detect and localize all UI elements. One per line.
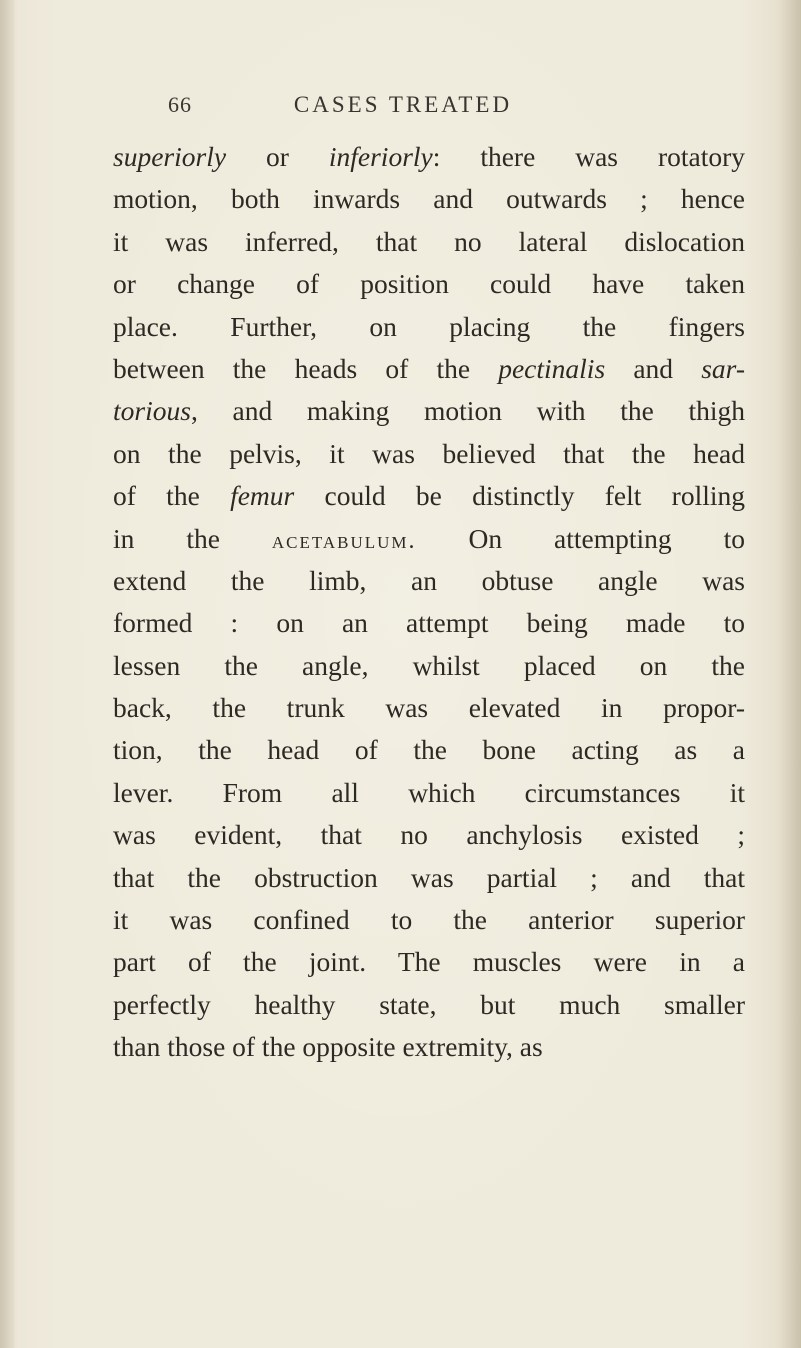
text-segment: tion, the head of the bone acting as a	[113, 734, 745, 766]
text-segment: or	[226, 141, 329, 172]
text-line	[113, 390, 745, 432]
text-segment: on the pelvis, it was believed that the head	[113, 437, 745, 469]
text-line	[113, 348, 745, 390]
text-line	[113, 645, 745, 687]
text-line	[113, 814, 745, 856]
text-segment: pectinalis	[498, 352, 606, 384]
text-segment: back, the trunk was elevated in propor-	[113, 692, 745, 724]
text-segment: inferiorly	[328, 141, 433, 172]
text-segment: between the heads of the	[113, 352, 499, 384]
text-line	[113, 772, 745, 814]
text-line	[113, 1026, 745, 1068]
text-segment: and	[605, 352, 702, 384]
text-segment: lever. From all which circumstances it	[113, 776, 745, 808]
text-line	[113, 729, 745, 771]
text-segment: in the	[113, 522, 272, 554]
text-segment: extend the limb, an obtuse angle was	[113, 564, 745, 596]
text-line	[113, 560, 745, 602]
body-text	[113, 136, 745, 1069]
text-segment: lessen the angle, whilst placed on the	[113, 649, 745, 681]
text-segment: motion, both inwards and outwards ; hence	[113, 183, 745, 215]
text-segment: femur	[230, 480, 295, 512]
text-line	[113, 433, 745, 475]
text-line	[113, 178, 745, 220]
text-segment: formed : on an attempt being made to	[113, 607, 745, 639]
text-segment: perfectly healthy state, but much smaller	[113, 988, 745, 1020]
page-right-edge-shadow	[779, 0, 801, 1348]
text-segment: sar-	[701, 352, 745, 384]
text-segment: it was confined to the anterior superior	[113, 904, 745, 936]
text-line	[113, 518, 745, 560]
text-segment: , and making motion with the thigh	[190, 395, 745, 427]
text-line	[113, 136, 745, 178]
text-segment: superiorly	[113, 141, 227, 172]
text-line	[113, 475, 745, 517]
text-segment: place. Further, on placing the fingers	[113, 310, 745, 342]
text-line	[113, 221, 745, 263]
text-segment: On attempting to	[416, 522, 745, 554]
text-segment: could be distinctly felt rolling	[294, 480, 745, 512]
text-line	[113, 857, 745, 899]
text-segment: part of the joint. The muscles were in a	[113, 946, 745, 978]
text-line	[113, 263, 745, 305]
text-segment: of the	[113, 480, 231, 512]
text-line	[113, 899, 745, 941]
page-number: 66	[168, 92, 192, 117]
text-line	[113, 602, 745, 644]
page-left-edge-shadow	[0, 0, 14, 1348]
text-line	[113, 984, 745, 1026]
text-segment: was evident, that no anchylosis existed ;	[113, 819, 745, 851]
text-line	[113, 306, 745, 348]
text-segment: : there was rotatory	[432, 141, 745, 172]
text-segment: than those of the opposite extremity, as	[113, 1031, 543, 1063]
text-line	[113, 941, 745, 983]
page-header	[168, 92, 638, 126]
text-segment: it was inferred, that no lateral dislocation	[113, 225, 745, 257]
text-segment: acetabulum.	[271, 527, 417, 554]
text-segment: that the obstruction was partial ; and that	[113, 861, 745, 893]
text-segment: or change of position could have taken	[113, 268, 745, 300]
text-segment: torious	[113, 395, 191, 427]
running-head: CASES TREATED	[293, 92, 513, 117]
text-line	[113, 687, 745, 729]
